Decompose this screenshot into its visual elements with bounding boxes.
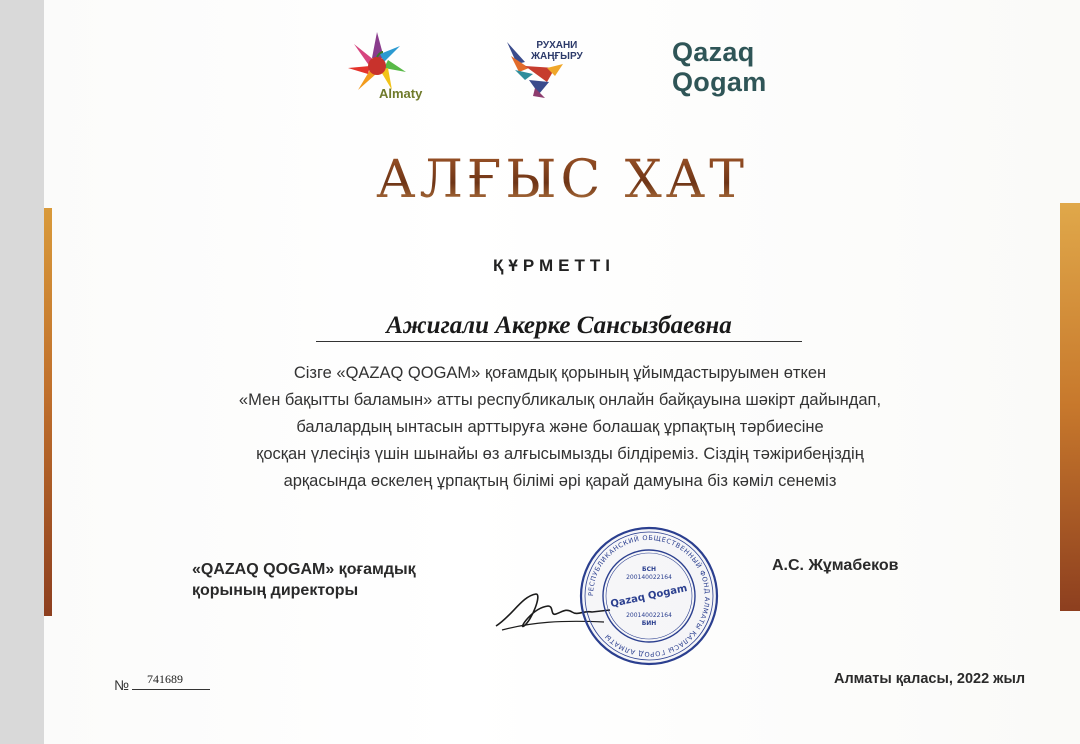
number-label: № xyxy=(114,677,130,693)
body-line: Сізге «QAZAQ QOGAM» қоғамдық қорының ұйымдастыруымен өткен xyxy=(293,364,827,382)
respected-heading: ҚҰРМЕТТІ xyxy=(493,256,615,275)
almaty-logo-text: Almaty xyxy=(379,86,423,101)
rukhani-zhangyru-logo-text xyxy=(531,40,583,62)
director-line2: қорының директоры xyxy=(192,582,359,599)
body-line: «Мен бақытты баламын» атты республикалық онлайн байқауына шәкірт дайындап, xyxy=(238,391,882,409)
body-line: арқасында өскелең ұрпақтың білімі әрі қарай дамуына біз кәміл сенеміз xyxy=(283,472,837,490)
body-line: қосқан үлесіңіз үшін шынайы өз алғысымызды білдіреміз. Сіздің тәжірибеңіздің xyxy=(256,445,864,463)
signer-name: А.С. Жұмабеков xyxy=(772,557,899,574)
director-title xyxy=(192,559,416,601)
rukhani-line1: РУХАНИ xyxy=(536,40,578,51)
stamp-bsn-label: БСН xyxy=(642,566,656,573)
official-stamp xyxy=(578,525,720,667)
stamp-outer-text: РЕСПУБЛИКАНСКИЙ ОБЩЕСТВЕННЫЙ ФОНД АЛМАТЫ ҚАЛАСЫ ГОРОД АЛМАТЫ xyxy=(586,533,712,659)
certificate-title: АЛҒЫС ХАТ xyxy=(0,150,1080,210)
director-line1: «QAZAQ QOGAM» қоғамдық xyxy=(192,561,416,578)
city-year: Алматы қаласы, 2022 жыл xyxy=(834,671,1026,687)
qazaq-qogam-logo xyxy=(672,37,767,97)
body-line: балалардың ынтасын арттыруға және болашақ ұрпақтың тәрбиесіне xyxy=(296,418,824,436)
number-underline xyxy=(132,689,210,690)
stamp-center-text: Qazaq Qogam xyxy=(609,583,689,611)
qazaq-logo-line1: Qazaq xyxy=(672,37,755,67)
stamp-bin-label: БИН xyxy=(641,620,657,627)
stamp-bin: 200140022164 xyxy=(626,612,672,619)
rukhani-line2: ЖАҢҒЫРУ xyxy=(531,51,583,62)
certificate-number: 741689 xyxy=(147,672,183,686)
stamp-bsn: 200140022164 xyxy=(626,574,672,581)
certificate-body xyxy=(120,360,1000,495)
recipient-name: Ажигали Акерке Сансызбаевна xyxy=(316,311,802,342)
qazaq-logo-line2: Qogam xyxy=(672,67,767,97)
